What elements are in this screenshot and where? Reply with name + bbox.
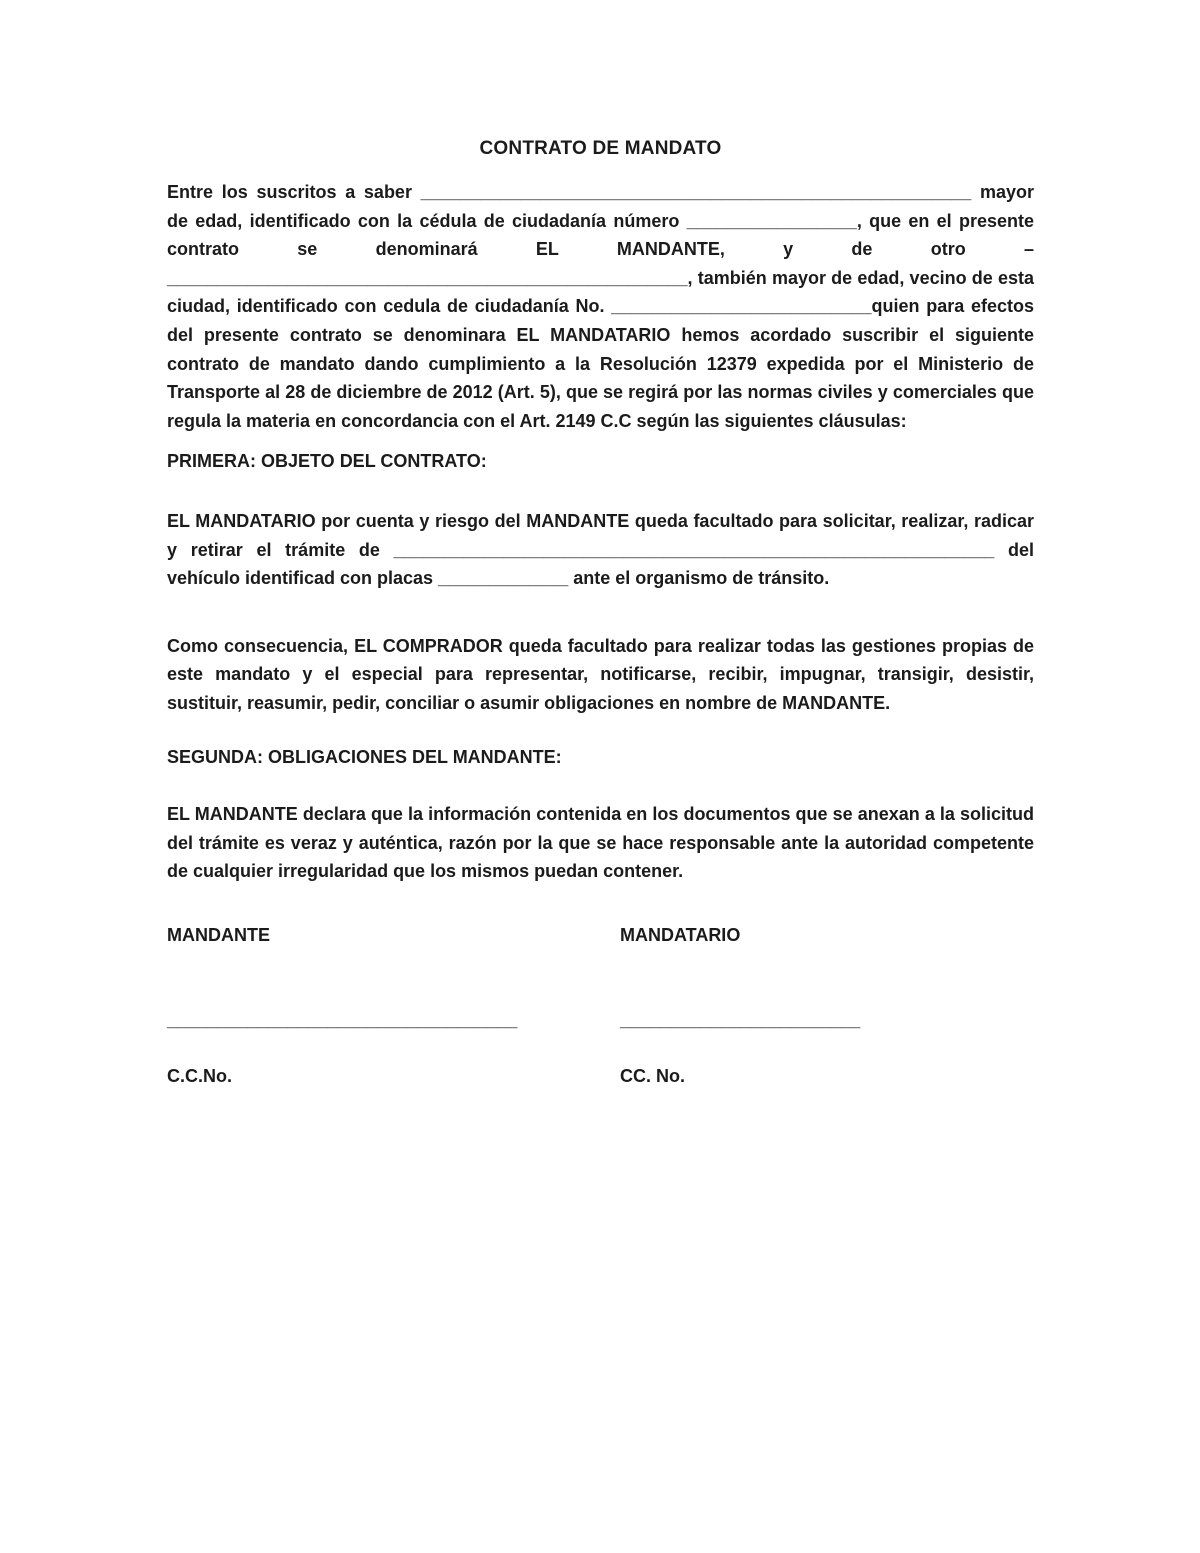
clause-two-paragraph: EL MANDANTE declara que la información contenida en los documentos que se anexan a la solicitud del trámite es veraz y auténtica, razón por la que se hace responsable ante la autoridad competente de cualquier irregularidad que los mismos puedan contener.	[167, 804, 1034, 882]
mandante-signature-line: ___________________________________	[167, 1010, 518, 1031]
intro-paragraph: Entre los suscritos a saber _______________________________________________________ mayor de edad, identificado con la cédula de ciudadanía número _________________, que en el presente contrato se denominará EL MANDANTE, y de otro – ____________________________________________________, también mayor de edad, vecino de esta ciudad, identificado con cedula de ciudadanía No. __________________________quien para efectos del presente contrato se denominara EL MANDATARIO hemos acordado suscribir el siguiente contrato de mandato dando cumplimiento a la Resolución 12379 expedida por el Ministerio de Transporte al 28 de diciembre de 2012 (Art. 5), que se regirá por las normas civiles y comerciales que regula la materia en concordancia con el Art. 2149 C.C según las siguientes cláusulas:	[167, 182, 1034, 431]
clause-one-paragraph-1: EL MANDATARIO por cuenta y riesgo del MANDANTE queda facultado para solicitar, realizar, radicar y retirar el trámite de ____________________________________________________________ del vehículo identificad con placas _____________ ante el organismo de tránsito.	[167, 510, 1034, 589]
signature-roles-row	[167, 921, 1034, 950]
signature-id-row	[167, 1062, 1034, 1091]
clause-two-heading: SEGUNDA: OBLIGACIONES DEL MANDANTE:	[167, 746, 562, 767]
clause-one-heading: PRIMERA: OBJETO DEL CONTRATO:	[167, 451, 487, 472]
document-title: CONTRATO DE MANDATO	[479, 138, 722, 159]
mandatario-signature-line: ________________________	[620, 1010, 861, 1031]
mandatario-role-label: MANDATARIO	[620, 924, 741, 945]
clause-one-paragraph-2: Como consecuencia, EL COMPRADOR queda facultado para realizar todas las gestiones propias de este mandato y el especial para representar, notificarse, recibir, impugnar, transigir, desistir, sustituir, reasumir, pedir, conciliar o asumir obligaciones en nombre de MANDANTE.	[167, 635, 1034, 713]
mandatario-id-label: CC. No.	[620, 1066, 685, 1087]
mandante-id-label: C.C.No.	[167, 1066, 232, 1087]
mandante-role-label: MANDANTE	[167, 924, 270, 945]
signature-lines-row	[167, 1006, 1034, 1035]
